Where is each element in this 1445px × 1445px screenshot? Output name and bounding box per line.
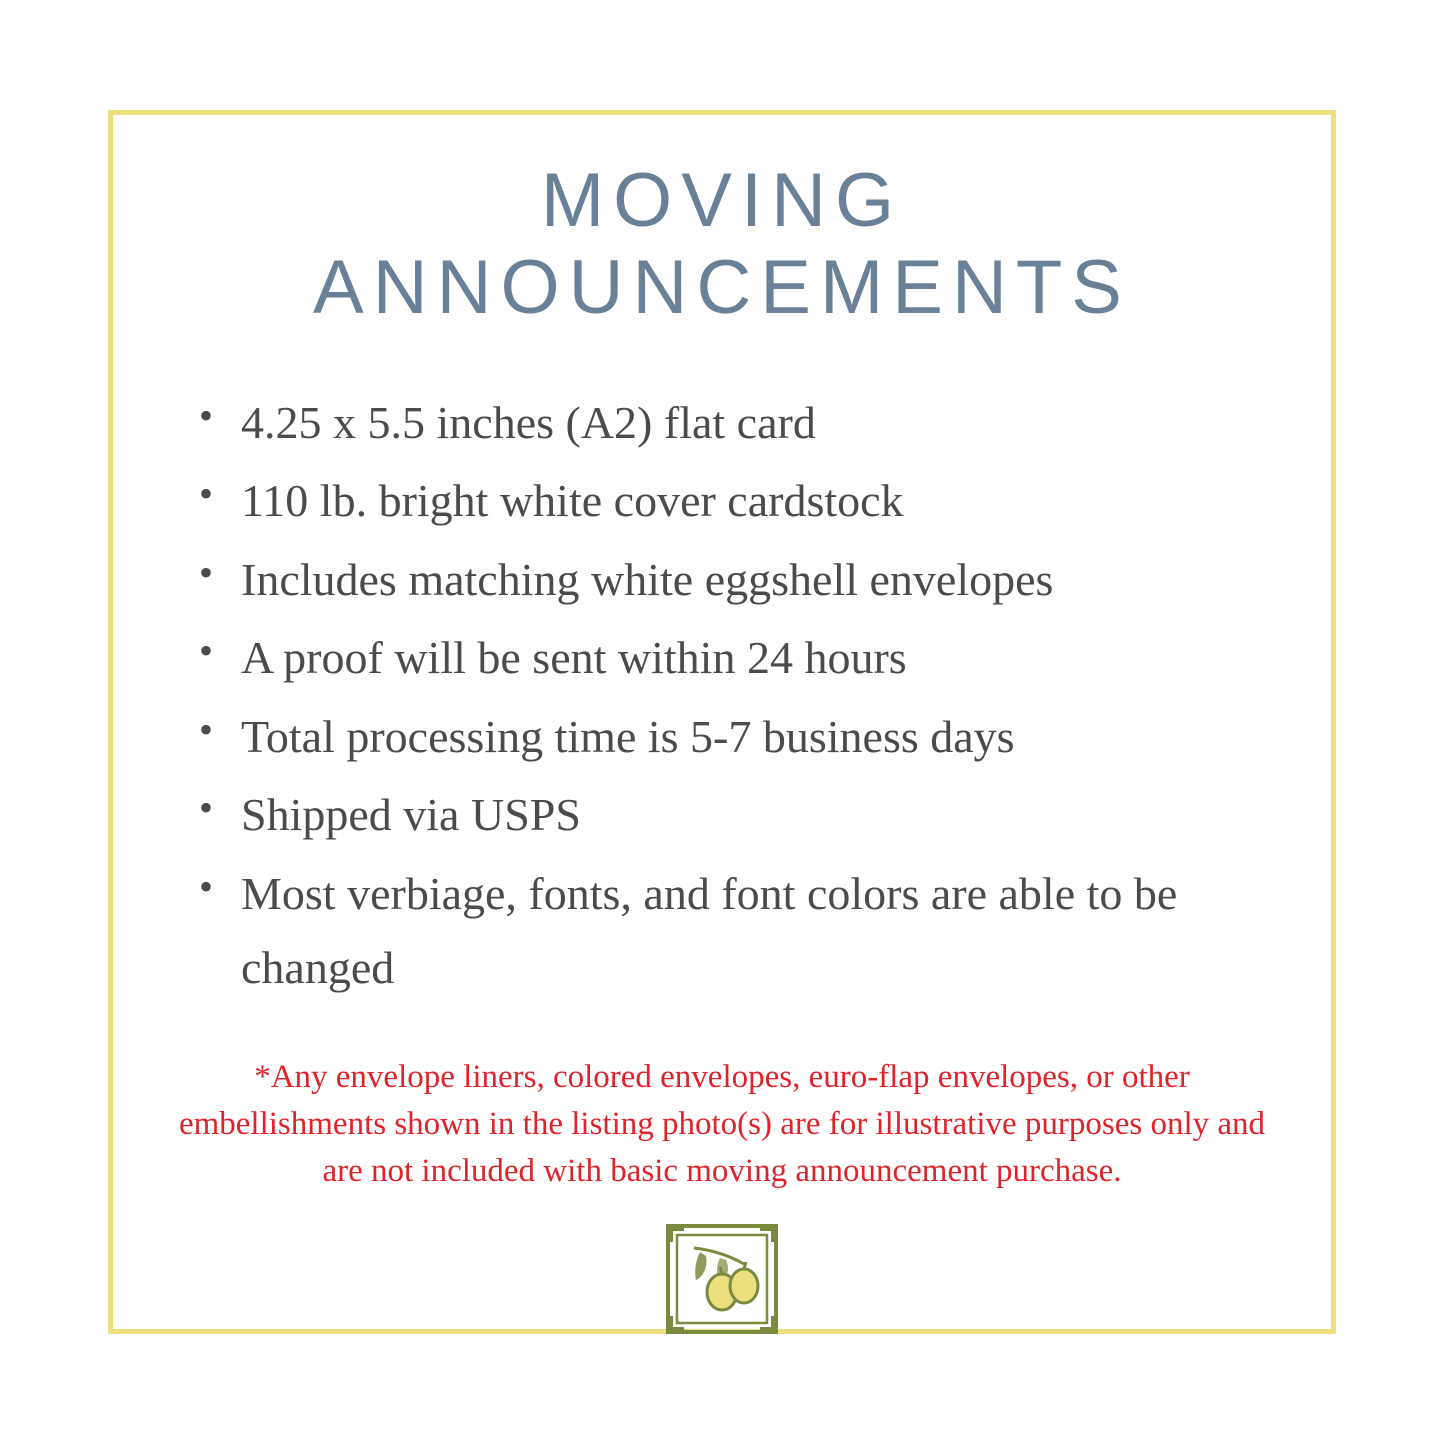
lemon-branch-logo	[660, 1220, 784, 1338]
page-title-line-2: ANNOUNCEMENTS	[313, 245, 1131, 331]
list-item: • 4.25 x 5.5 inches (A2) flat card	[193, 386, 1271, 461]
page-title-line-1: MOVING	[540, 158, 904, 243]
disclaimer-text: *Any envelope liners, colored envelopes, euro-flap envelopes, or other embellishments shown in the listing photo(s) are for illustrative purposes only and are not included with basic moving announcement purchase.	[178, 1058, 1266, 1189]
list-item: • A proof will be sent within 24 hours	[193, 621, 1271, 696]
list-item: • Total processing time is 5-7 business days	[193, 700, 1271, 775]
announcement-card	[108, 110, 1336, 1334]
details-list	[113, 386, 1331, 1010]
list-item: • Includes matching white eggshell envelopes	[193, 543, 1271, 618]
list-item: • Shipped via USPS	[193, 778, 1271, 853]
list-item: • Most verbiage, fonts, and font colors are able to be changed	[193, 857, 1271, 1006]
page-title	[113, 157, 1331, 332]
list-item: • 110 lb. bright white cover cardstock	[193, 464, 1271, 539]
